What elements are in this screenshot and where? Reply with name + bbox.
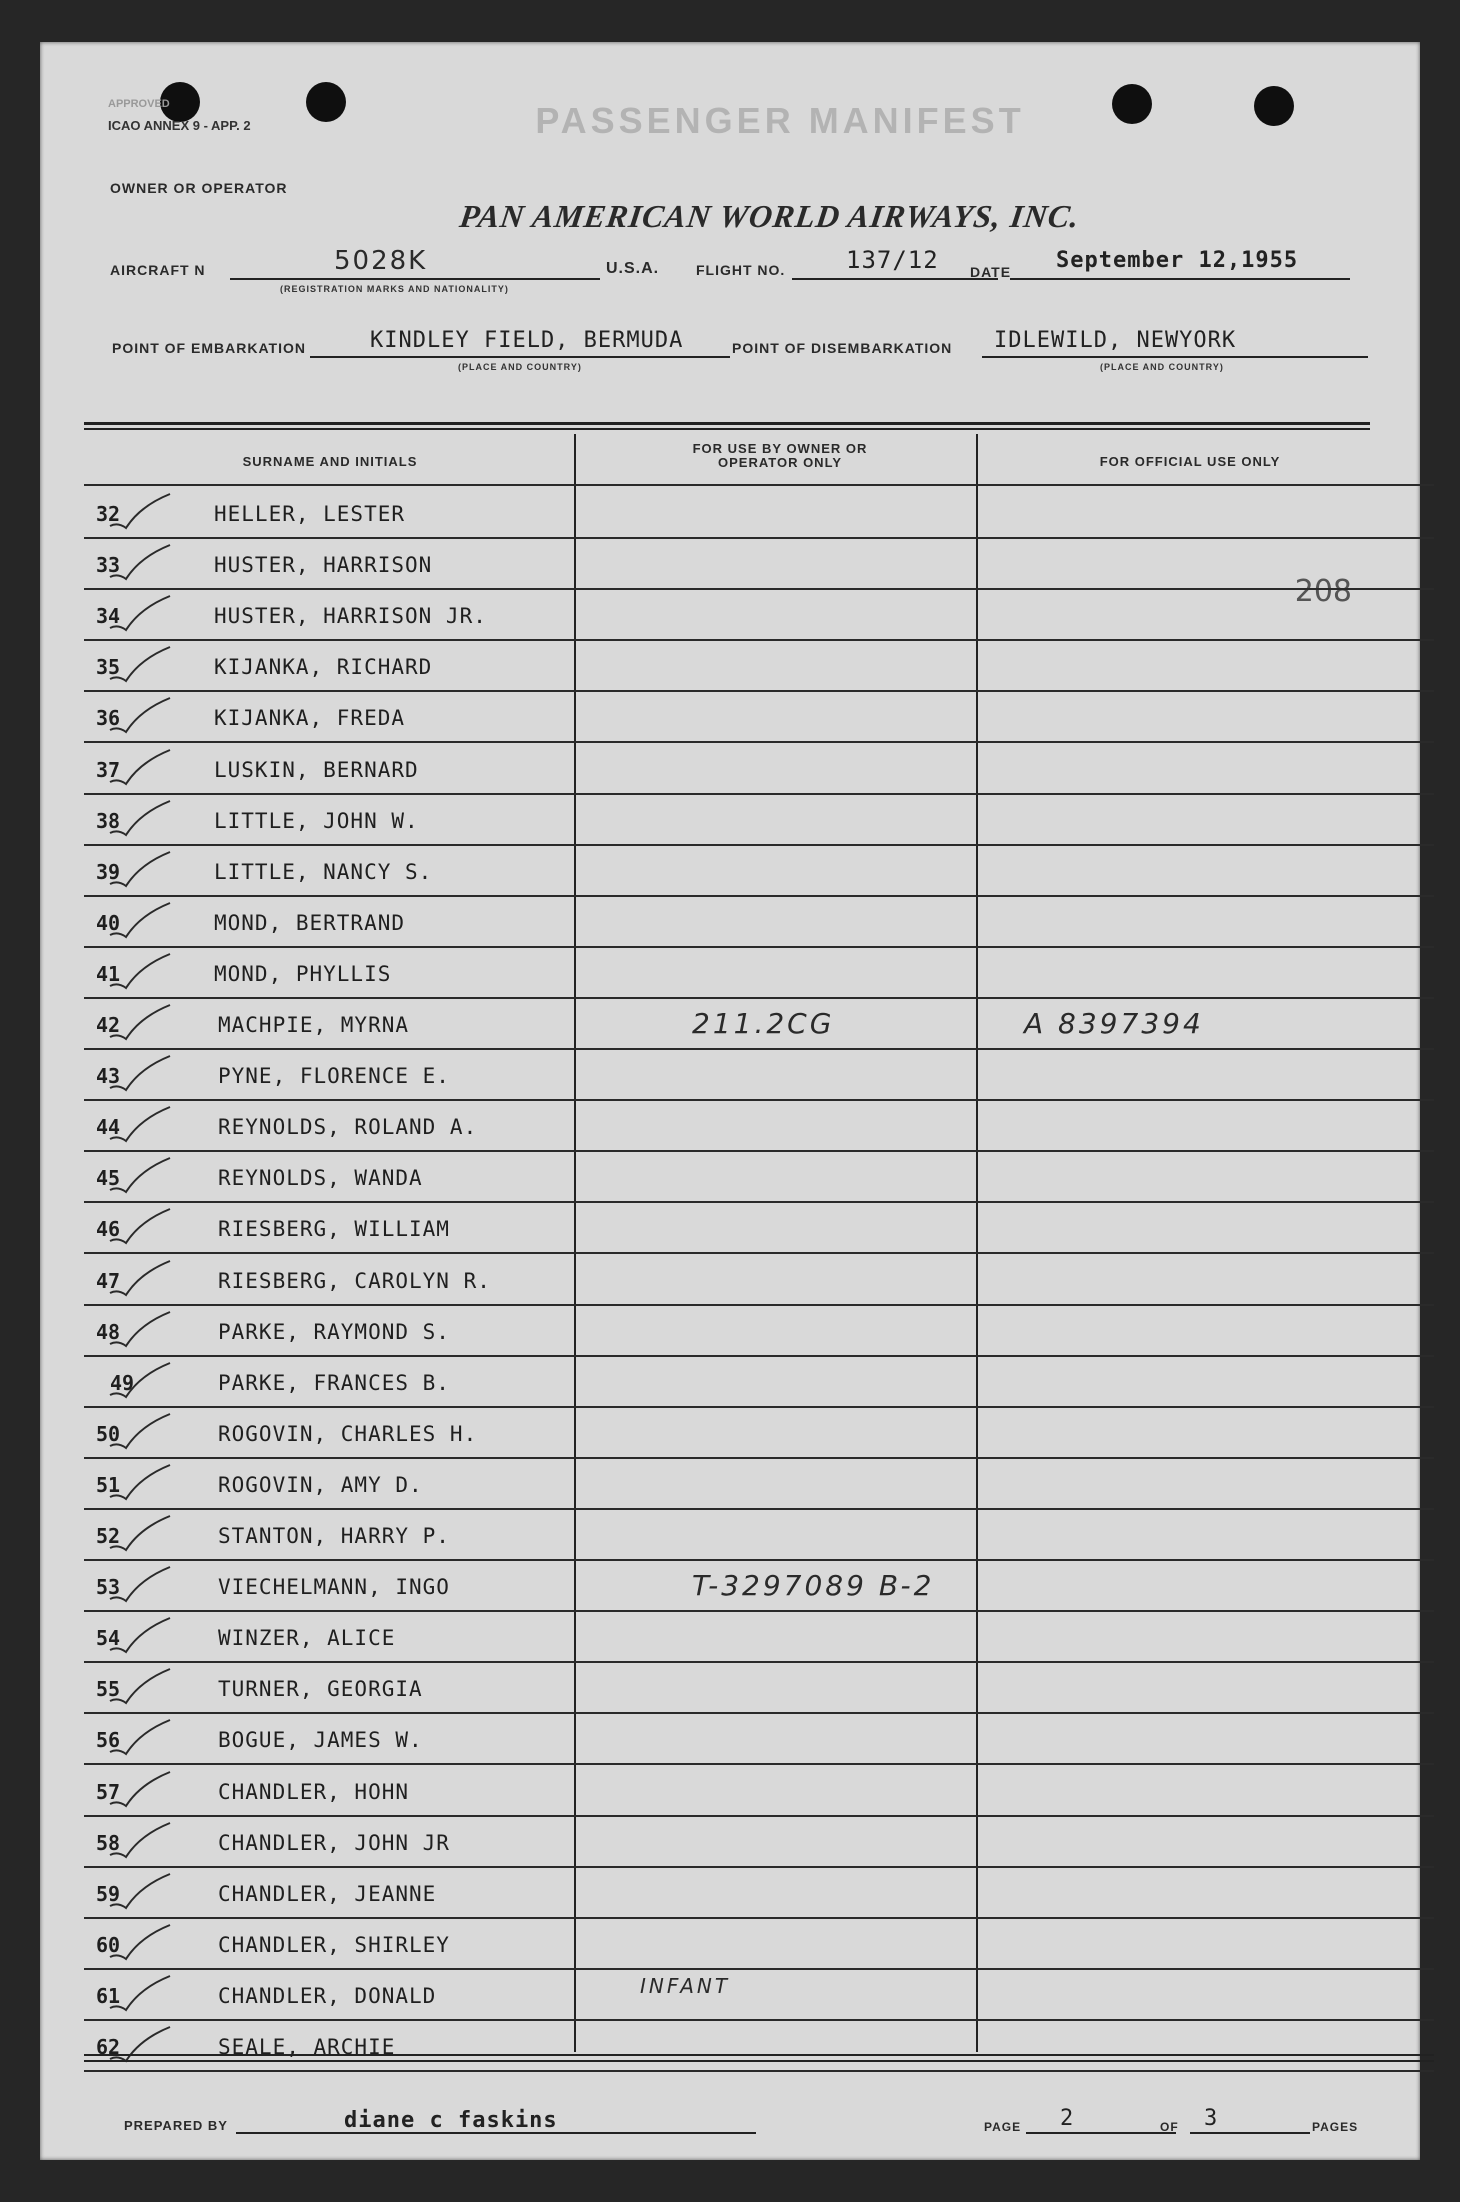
- passenger-name: HUSTER, HARRISON: [214, 553, 433, 577]
- row-number: 58: [96, 1831, 121, 1855]
- disembark-underline: [982, 356, 1368, 358]
- row-rule: [84, 2019, 1434, 2021]
- embark-sub: (PLACE AND COUNTRY): [458, 362, 582, 372]
- prepared-underline: [236, 2132, 756, 2134]
- row-rule: [84, 1252, 1434, 1254]
- row-number: 48: [96, 1320, 121, 1344]
- row-number: 54: [96, 1626, 121, 1650]
- col-header-official: FOR OFFICIAL USE ONLY: [1099, 454, 1281, 469]
- checkmark-icon: [104, 1361, 174, 1401]
- row-rule: [84, 1815, 1434, 1817]
- of-label: OF: [1160, 2120, 1179, 2134]
- row-number: 32: [96, 502, 121, 526]
- passenger-name: CHANDLER, HOHN: [218, 1780, 410, 1804]
- checkmark-icon: [104, 1821, 174, 1861]
- col-header-owner: FOR USE BY OWNER OR OPERATOR ONLY: [692, 441, 868, 470]
- passenger-name: RIESBERG, WILLIAM: [218, 1217, 450, 1241]
- table-bottom-rule: [84, 2054, 1434, 2056]
- checkmark-icon: [104, 1003, 174, 1043]
- row-rule: [84, 741, 1434, 743]
- row-number: 35: [96, 655, 121, 679]
- column-divider: [574, 434, 576, 2052]
- row-number: 51: [96, 1473, 121, 1497]
- row-rule: [84, 1763, 1434, 1765]
- owner-value: PAN AMERICAN WORLD AIRWAYS, INC.: [457, 198, 1083, 234]
- of-underline: [1190, 2132, 1310, 2134]
- pages-label: PAGES: [1312, 2120, 1359, 2134]
- passenger-name: CHANDLER, JOHN JR: [218, 1831, 450, 1855]
- checkmark-icon: [104, 1259, 174, 1299]
- row-rule: [84, 1201, 1434, 1203]
- row-rule: [84, 1457, 1434, 1459]
- passenger-name: CHANDLER, DONALD: [218, 1984, 437, 2008]
- aircraft-sub: (REGISTRATION MARKS AND NATIONALITY): [280, 284, 509, 294]
- checkmark-icon: [104, 543, 174, 583]
- owner-use-note: T-3297089 B-2: [692, 1569, 935, 1602]
- checkmark-icon: [104, 799, 174, 839]
- punch-hole: [306, 82, 346, 122]
- checkmark-icon: [104, 1054, 174, 1094]
- embark-label: POINT OF EMBARKATION: [112, 340, 306, 356]
- form-title: PASSENGER MANIFEST: [535, 100, 1025, 141]
- passenger-name: REYNOLDS, WANDA: [218, 1166, 423, 1190]
- page-label: PAGE: [984, 2120, 1022, 2134]
- passenger-name: PARKE, FRANCES B.: [218, 1371, 450, 1395]
- row-number: 52: [96, 1524, 121, 1548]
- column-divider: [976, 434, 978, 2052]
- row-rule: [84, 844, 1434, 846]
- row-rule: [84, 793, 1434, 795]
- disembark-sub: (PLACE AND COUNTRY): [1100, 362, 1224, 372]
- disembark-label: POINT OF DISEMBARKATION: [732, 340, 953, 356]
- row-number: 45: [96, 1166, 121, 1190]
- row-rule: [84, 1150, 1434, 1152]
- passenger-name: CHANDLER, SHIRLEY: [218, 1933, 450, 1957]
- passenger-name: HUSTER, HARRISON JR.: [214, 604, 487, 628]
- header-underline: [84, 484, 1434, 486]
- passenger-name: VIECHELMANN, INGO: [218, 1575, 450, 1599]
- embark-value: KINDLEY FIELD, BERMUDA: [370, 328, 684, 353]
- row-rule: [84, 690, 1434, 692]
- punch-hole: [1112, 84, 1152, 124]
- row-number: 40: [96, 911, 121, 935]
- row-rule: [84, 1508, 1434, 1510]
- owner-use-note: INFANT: [640, 1974, 731, 1998]
- passenger-name: RIESBERG, CAROLYN R.: [218, 1269, 491, 1293]
- checkmark-icon: [104, 1412, 174, 1452]
- row-rule: [84, 1712, 1434, 1714]
- checkmark-icon: [104, 1463, 174, 1503]
- row-number: 41: [96, 962, 121, 986]
- passenger-name: KIJANKA, RICHARD: [214, 655, 433, 679]
- passenger-name: KIJANKA, FREDA: [214, 706, 406, 730]
- passenger-name: CHANDLER, JEANNE: [218, 1882, 437, 1906]
- aircraft-underline: [230, 278, 600, 280]
- disembark-value: IDLEWILD, NEWYORK: [994, 328, 1237, 353]
- passenger-name: HELLER, LESTER: [214, 502, 406, 526]
- row-rule: [84, 639, 1434, 641]
- row-rule: [84, 1866, 1434, 1868]
- checkmark-icon: [104, 1718, 174, 1758]
- checkmark-icon: [104, 850, 174, 890]
- row-number: 47: [96, 1269, 121, 1293]
- row-rule: [84, 2070, 1434, 2072]
- row-number: 33: [96, 553, 121, 577]
- row-rule: [84, 1304, 1434, 1306]
- official-stamp: 208: [1294, 574, 1352, 609]
- checkmark-icon: [104, 1105, 174, 1145]
- checkmark-icon: [104, 1616, 174, 1656]
- passenger-name: MOND, BERTRAND: [214, 911, 406, 935]
- passenger-name: MOND, PHYLLIS: [214, 962, 392, 986]
- col-header-surname: SURNAME AND INITIALS: [242, 454, 418, 469]
- passenger-name: ROGOVIN, CHARLES H.: [218, 1422, 478, 1446]
- owner-label: OWNER OR OPERATOR: [110, 180, 288, 196]
- official-use-note: A 8397394: [1024, 1007, 1204, 1040]
- row-number: 39: [96, 860, 121, 884]
- of-value: 3: [1204, 2106, 1219, 2131]
- row-number: 46: [96, 1217, 121, 1241]
- checkmark-icon: [104, 1565, 174, 1605]
- row-rule: [84, 1355, 1434, 1357]
- row-number: 61: [96, 1984, 121, 2008]
- approval-line: APPROVED: [108, 98, 170, 110]
- aircraft-value: 5028K: [334, 246, 428, 276]
- row-number: 53: [96, 1575, 121, 1599]
- checkmark-icon: [104, 952, 174, 992]
- checkmark-icon: [104, 1667, 174, 1707]
- row-number: 55: [96, 1677, 121, 1701]
- table-top-rule: [84, 428, 1370, 430]
- page-underline: [1026, 2132, 1176, 2134]
- passenger-name: TURNER, GEORGIA: [218, 1677, 423, 1701]
- checkmark-icon: [104, 1923, 174, 1963]
- date-label: DATE: [970, 264, 1012, 280]
- row-rule: [84, 537, 1434, 539]
- row-number: 34: [96, 604, 121, 628]
- row-rule: [84, 1661, 1434, 1663]
- flight-value: 137/12: [846, 246, 939, 274]
- row-rule: [84, 588, 1434, 590]
- checkmark-icon: [104, 645, 174, 685]
- checkmark-icon: [104, 748, 174, 788]
- row-rule: [84, 946, 1434, 948]
- approval-line: ICAO ANNEX 9 - APP. 2: [108, 118, 251, 133]
- date-underline: [1010, 278, 1350, 280]
- table-bottom-rule: [84, 2060, 1434, 2062]
- passenger-name: PARKE, RAYMOND S.: [218, 1320, 450, 1344]
- aircraft-label: AIRCRAFT N: [110, 262, 206, 278]
- row-rule: [84, 1968, 1434, 1970]
- passenger-name: LITTLE, NANCY S.: [214, 860, 433, 884]
- row-rule: [84, 1099, 1434, 1101]
- row-rule: [84, 1559, 1434, 1561]
- row-number: 56: [96, 1728, 121, 1752]
- prepared-value: diane c faskins: [344, 2108, 558, 2133]
- passenger-name: BOGUE, JAMES W.: [218, 1728, 423, 1752]
- row-number: 44: [96, 1115, 121, 1139]
- checkmark-icon: [104, 1207, 174, 1247]
- passenger-name: WINZER, ALICE: [218, 1626, 396, 1650]
- row-number: 57: [96, 1780, 121, 1804]
- usa-label: U.S.A.: [606, 260, 660, 277]
- checkmark-icon: [104, 901, 174, 941]
- passenger-name: LUSKIN, BERNARD: [214, 758, 419, 782]
- owner-use-note: 211.2CG: [692, 1007, 835, 1040]
- row-number: 49: [110, 1371, 135, 1395]
- checkmark-icon: [104, 2025, 174, 2065]
- row-rule: [84, 1917, 1434, 1919]
- row-number: 38: [96, 809, 121, 833]
- punch-hole: [1254, 86, 1294, 126]
- manifest-sheet: [40, 42, 1420, 2160]
- checkmark-icon: [104, 1156, 174, 1196]
- checkmark-icon: [104, 696, 174, 736]
- passenger-name: MACHPIE, MYRNA: [218, 1013, 410, 1037]
- row-rule: [84, 895, 1434, 897]
- checkmark-icon: [104, 1770, 174, 1810]
- row-number: 42: [96, 1013, 121, 1037]
- checkmark-icon: [104, 1310, 174, 1350]
- flight-label: FLIGHT NO.: [696, 262, 786, 278]
- passenger-name: REYNOLDS, ROLAND A.: [218, 1115, 478, 1139]
- row-number: 60: [96, 1933, 121, 1957]
- embark-underline: [310, 356, 730, 358]
- date-value: September 12,1955: [1056, 248, 1299, 273]
- row-number: 43: [96, 1064, 121, 1088]
- table-top-rule: [84, 422, 1370, 425]
- row-number: 59: [96, 1882, 121, 1906]
- row-number: 50: [96, 1422, 121, 1446]
- row-number: 36: [96, 706, 121, 730]
- passenger-name: PYNE, FLORENCE E.: [218, 1064, 450, 1088]
- row-rule: [84, 1048, 1434, 1050]
- row-rule: [84, 1610, 1434, 1612]
- passenger-name: SEALE, ARCHIE: [218, 2035, 396, 2059]
- passenger-name: LITTLE, JOHN W.: [214, 809, 419, 833]
- row-number: 37: [96, 758, 121, 782]
- checkmark-icon: [104, 1974, 174, 2014]
- row-rule: [84, 1406, 1434, 1408]
- checkmark-icon: [104, 1872, 174, 1912]
- prepared-label: PREPARED BY: [124, 2118, 228, 2133]
- page-value: 2: [1060, 2106, 1075, 2131]
- row-number: 62: [96, 2035, 121, 2059]
- flight-underline: [792, 278, 998, 280]
- row-rule: [84, 997, 1434, 999]
- checkmark-icon: [104, 1514, 174, 1554]
- checkmark-icon: [104, 492, 174, 532]
- passenger-name: STANTON, HARRY P.: [218, 1524, 450, 1548]
- passenger-name: ROGOVIN, AMY D.: [218, 1473, 423, 1497]
- checkmark-icon: [104, 594, 174, 634]
